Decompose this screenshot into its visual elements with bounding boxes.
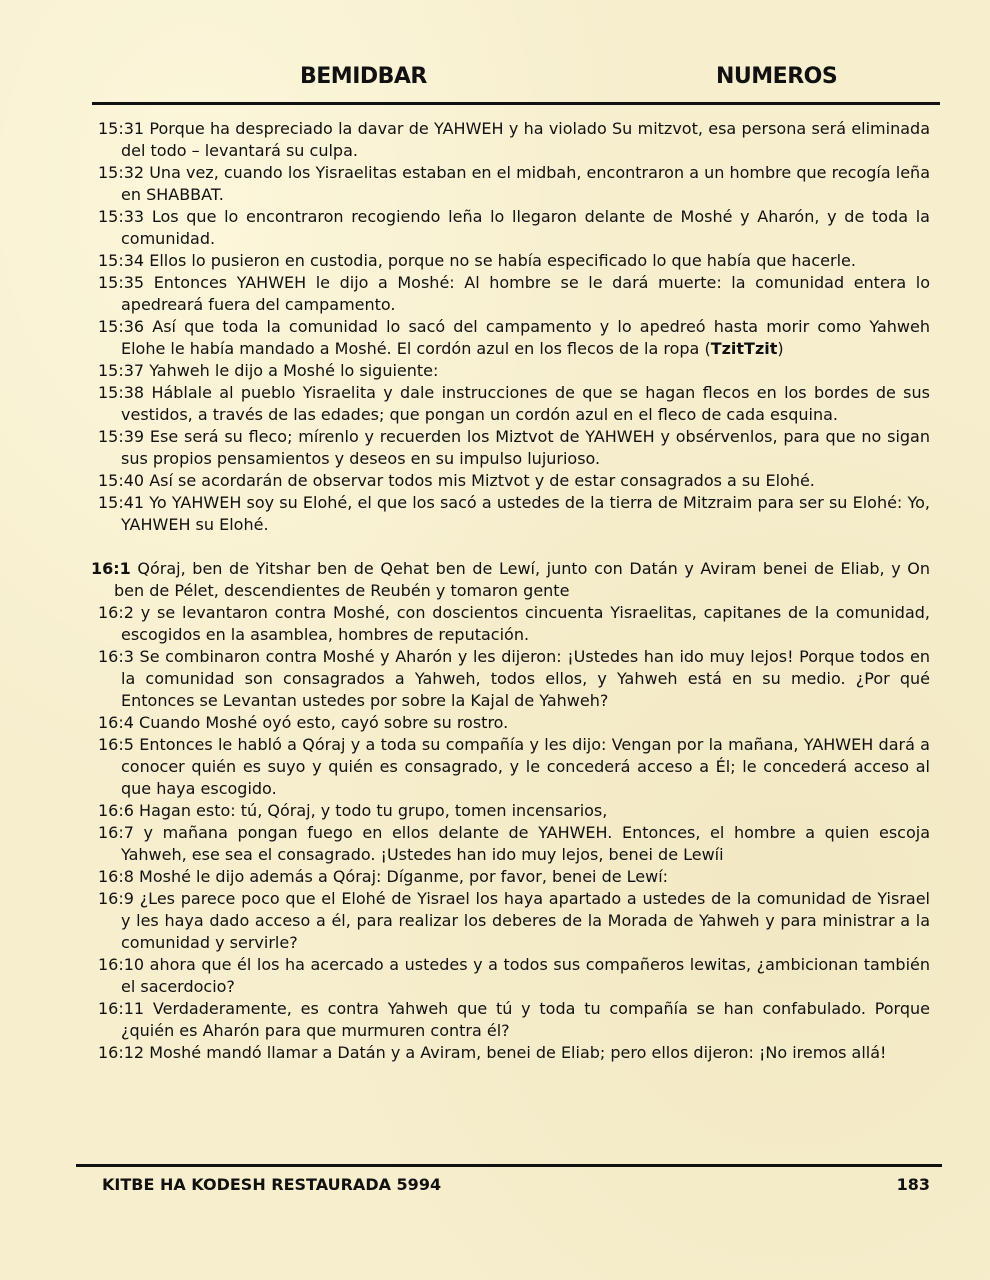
- verse-text: Una vez, cuando los Yisraelitas estaban en el midbah, encontraron a un hombre que recogía leña en SHABBAT.: [121, 163, 930, 204]
- verse-text: y mañana pongan fuego en ellos delante de YAHWEH. Entonces, el hombre a quien escoja Yahweh, ese sea el consagrado. ¡Ustedes han ido muy lejos, benei de Lewíi: [121, 823, 930, 864]
- verse-text: Háblale al pueblo Yisraelita y dale instrucciones de que se hagan flecos en los bordes de sus vestidos, a través de las edades; que pongan un cordón azul en el fleco de cada esquina.: [121, 383, 930, 424]
- verse-bold-term: TzitTzit: [710, 339, 778, 358]
- verse-ref: 16:12: [98, 1043, 145, 1062]
- verse-ref: 16:10: [98, 955, 145, 974]
- book-title-hebrew: BEMIDBAR: [300, 64, 427, 89]
- verse-15-38: [98, 382, 930, 426]
- verse-16-7: [98, 822, 930, 866]
- verse-16-11: [98, 998, 930, 1042]
- verse-15-32: [98, 162, 930, 206]
- verse-15-31: [98, 118, 930, 162]
- verse-ref: 15:36: [98, 317, 145, 336]
- verse-text: Yahweh le dijo a Moshé lo siguiente:: [149, 361, 439, 380]
- verse-ref: 15:31: [98, 119, 145, 138]
- verse-text: Moshé mandó llamar a Datán y a Aviram, benei de Eliab; pero ellos dijeron: ¡No iremos allá!: [149, 1043, 887, 1062]
- verse-ref: 15:38: [98, 383, 145, 402]
- verse-16-10: [98, 954, 930, 998]
- verse-ref: 16:4: [98, 713, 134, 732]
- verse-ref: 16:6: [98, 801, 134, 820]
- verse-16-12: [98, 1042, 930, 1064]
- page-number: 183: [896, 1175, 930, 1194]
- verse-text: Hagan esto: tú, Qóraj, y todo tu grupo, tomen incensarios,: [139, 801, 608, 820]
- verse-text: y se levantaron contra Moshé, con doscientos cincuenta Yisraelitas, capitanes de la comunidad, escogidos en la asamblea, hombres de reputación.: [121, 603, 930, 644]
- verse-ref: 15:40: [98, 471, 145, 490]
- verse-ref: 15:37: [98, 361, 145, 380]
- verse-15-33: [98, 206, 930, 250]
- verse-text: Así se acordarán de observar todos mis Miztvot y de estar consagrados a su Elohé.: [149, 471, 815, 490]
- verse-16-9: [98, 888, 930, 954]
- verse-ref: 15:39: [98, 427, 145, 446]
- verse-ref: 16:2: [98, 603, 134, 622]
- verse-ref: 16:5: [98, 735, 134, 754]
- verse-text: Qóraj, ben de Yitshar ben de Qehat ben de Lewí, junto con Datán y Aviram benei de Eliab, y On ben de Pélet, descendientes de Reubén y tomaron gente: [114, 559, 930, 600]
- verse-text: ¿Les parece poco que el Elohé de Yisrael los haya apartado a ustedes de la comunidad de Yisrael y les haya dado acceso a él, para realizar los deberes de la Morada de Yahweh y para ministrar a la comunidad y servirle?: [121, 889, 930, 952]
- verse-ref: 16:7: [98, 823, 134, 842]
- verse-ref: 15:35: [98, 273, 145, 292]
- chapter-break: [98, 536, 930, 558]
- verse-15-37: [98, 360, 930, 382]
- verse-text: Porque ha despreciado la davar de YAHWEH y ha violado Su mitzvot, esa persona será eliminada del todo – levantará su culpa.: [121, 119, 930, 160]
- verse-text-end: ): [777, 339, 784, 358]
- chapter-start-ref: 16:1: [91, 559, 131, 578]
- page-header: [92, 62, 940, 105]
- verse-16-1: [91, 558, 930, 602]
- verse-16-2: [98, 602, 930, 646]
- verse-15-41: [98, 492, 930, 536]
- verse-text: Moshé le dijo además a Qóraj: Díganme, por favor, benei de Lewí:: [139, 867, 669, 886]
- verse-text: Entonces le habló a Qóraj y a toda su compañía y les dijo: Vengan por la mañana, YAHWEH dará a conocer quién es suyo y quién es consagrado, y le concederá acceso a Él; le concederá acceso al que haya escogido.: [121, 735, 930, 798]
- verse-text: Cuando Moshé oyó esto, cayó sobre su rostro.: [139, 713, 509, 732]
- verse-text: Yo YAHWEH soy su Elohé, el que los sacó a ustedes de la tierra de Mitzraim para ser su Elohé: Yo, YAHWEH su Elohé.: [121, 493, 931, 534]
- verse-16-8: [98, 866, 930, 888]
- verse-ref: 16:3: [98, 647, 134, 666]
- page-footer: [76, 1164, 942, 1194]
- verse-15-39: [98, 426, 930, 470]
- footer-publication-title: KITBE HA KODESH RESTAURADA 5994: [102, 1175, 442, 1194]
- book-title-spanish: NUMEROS: [716, 64, 838, 89]
- verse-ref: 16:11: [98, 999, 145, 1018]
- verse-15-36: [98, 316, 930, 360]
- verse-15-35: [98, 272, 930, 316]
- scripture-text: [91, 118, 931, 1064]
- verse-text: ahora que él los ha acercado a ustedes y a todos sus compañeros lewitas, ¿ambicionan también el sacerdocio?: [121, 955, 931, 996]
- verse-15-40: [98, 470, 930, 492]
- verse-text: Así que toda la comunidad lo sacó del campamento y lo apedreó hasta morir como Yahweh Elohe le había mandado a Moshé. El cordón azul en los flecos de la ropa (: [121, 317, 930, 358]
- verse-ref: 15:33: [98, 207, 145, 226]
- verse-ref: 15:32: [98, 163, 145, 182]
- verse-ref: 15:41: [98, 493, 145, 512]
- verse-16-6: [98, 800, 930, 822]
- verse-text: Se combinaron contra Moshé y Aharón y les dijeron: ¡Ustedes han ido muy lejos! Porque todos en la comunidad son consagrados a Yahweh, todos ellos, y Yahweh está en su medio. ¿Por qué Entonces se Levantan ustedes por sobre la Kajal de Yahweh?: [121, 647, 930, 710]
- verse-ref: 16:8: [98, 867, 134, 886]
- verse-text: Ese será su fleco; mírenlo y recuerden los Miztvot de YAHWEH y obsérvenlos, para que no sigan sus propios pensamientos y deseos en su impulso lujurioso.: [121, 427, 931, 468]
- verse-16-5: [98, 734, 930, 800]
- verse-16-3: [98, 646, 930, 712]
- verse-text: Entonces YAHWEH le dijo a Moshé: Al hombre se le dará muerte: la comunidad entera lo apedreará fuera del campamento.: [121, 273, 930, 314]
- verse-text: Verdaderamente, es contra Yahweh que tú y toda tu compañía se han confabulado. Porque ¿quién es Aharón para que murmuren contra él?: [121, 999, 930, 1040]
- verse-ref: 15:34: [98, 251, 145, 270]
- verse-text: Los que lo encontraron recogiendo leña lo llegaron delante de Moshé y Aharón, y de toda la comunidad.: [121, 207, 930, 248]
- verse-ref: 16:9: [98, 889, 134, 908]
- verse-text: Ellos lo pusieron en custodia, porque no se había especificado lo que había que hacerle.: [149, 251, 856, 270]
- verse-16-4: [98, 712, 930, 734]
- verse-15-34: [98, 250, 930, 272]
